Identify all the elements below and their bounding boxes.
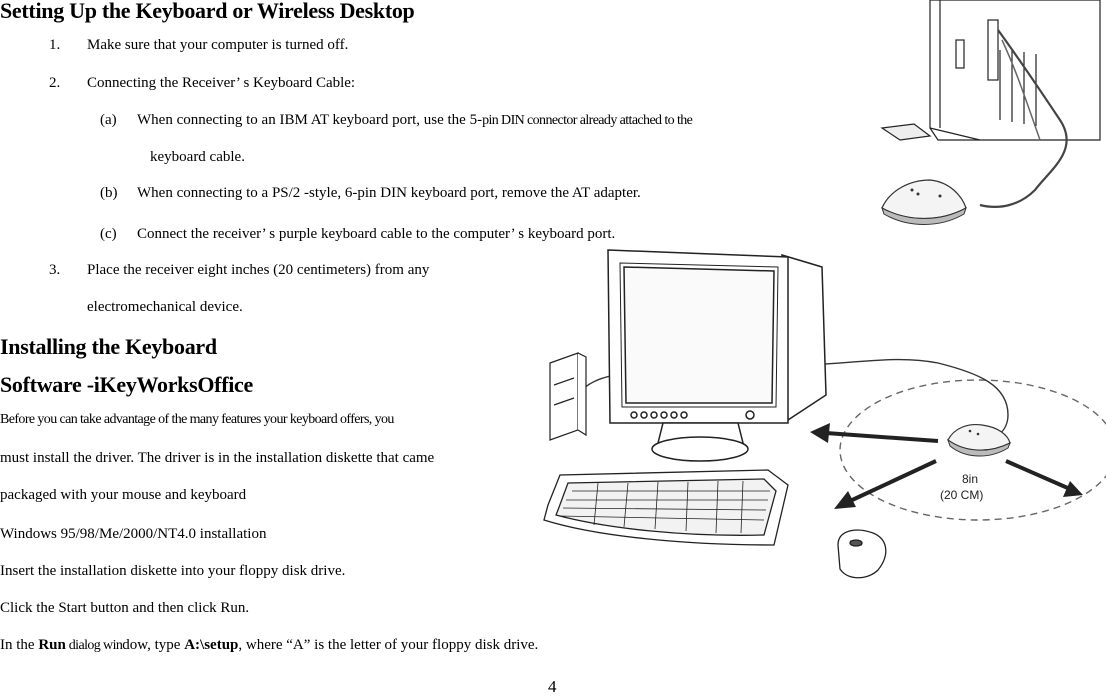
step-number: 1. bbox=[49, 37, 61, 53]
arrow-outward bbox=[1006, 461, 1070, 489]
section-title-install-line2: Software -iKeyWorksOffice bbox=[0, 372, 253, 397]
setup-command: A:\setup bbox=[184, 637, 239, 653]
click-start-line: Click the Start button and then click Run. bbox=[0, 600, 250, 616]
step-text: Connecting the Receiver’ s Keyboard Cable: bbox=[87, 75, 356, 91]
insert-diskette-line: Insert the installation diskette into your floppy disk drive. bbox=[0, 563, 346, 579]
section-title-setup: Setting Up the Keyboard or Wireless Desktop bbox=[0, 0, 415, 23]
keyboard bbox=[544, 470, 788, 545]
substep-label: (a) bbox=[100, 112, 117, 128]
run-line-part: , where “A” is the letter of your floppy disk drive. bbox=[238, 637, 539, 653]
paragraph-part: must install the driver. Th bbox=[0, 450, 155, 466]
step-text: Make sure that your computer is turned off. bbox=[87, 37, 349, 53]
substep-text bbox=[137, 112, 692, 129]
mouse bbox=[838, 530, 886, 578]
substep-continuation: keyboard cable. bbox=[150, 149, 245, 165]
distance-label-inches: 8in bbox=[962, 472, 979, 486]
substep-text-part: When connecting to an IBM AT keyboard port, use the 5- bbox=[137, 112, 483, 128]
tower-receiver-illustration bbox=[830, 0, 1106, 235]
step-number: 3. bbox=[49, 262, 61, 278]
substep-text: Connect the receiver’ s purple keyboard cable to the computer’ s keyboard port. bbox=[137, 226, 616, 242]
run-line-part: dow, type bbox=[122, 637, 185, 653]
tower-slot bbox=[956, 40, 964, 68]
desk-setup-illustration bbox=[538, 245, 1106, 585]
substep-label: (b) bbox=[100, 185, 118, 201]
distance-label-cm: (20 CM) bbox=[940, 488, 984, 502]
intro-paragraph-line bbox=[0, 450, 434, 467]
intro-paragraph-line: packaged with your mouse and keyboard bbox=[0, 487, 247, 503]
substep-text: When connecting to a PS/2 -style, 6-pin DIN keyboard port, remove the AT adapter. bbox=[137, 185, 641, 201]
paragraph-part: e driver is in the installation diskette that came bbox=[154, 450, 435, 466]
wireless-receiver bbox=[882, 180, 966, 225]
run-line-part: dialog win bbox=[65, 638, 123, 653]
monitor bbox=[608, 250, 826, 461]
run-dialog-name: Run bbox=[38, 637, 66, 653]
step-text-continuation: electromechanical device. bbox=[87, 299, 243, 315]
intro-paragraph-line: Before you can take advantage of the many features your keyboard offers, you bbox=[0, 412, 394, 427]
os-installation-line: Windows 95/98/Me/2000/NT4.0 installation bbox=[0, 526, 267, 542]
run-setup-line bbox=[0, 637, 538, 654]
step-number: 2. bbox=[49, 75, 61, 91]
run-line-part: In the bbox=[0, 637, 39, 653]
page-number: 4 bbox=[548, 677, 557, 696]
tower-foot bbox=[882, 124, 930, 140]
external-drive bbox=[550, 353, 586, 440]
step-text: Place the receiver eight inches (20 centimeters) from any bbox=[87, 262, 430, 278]
substep-text-part: pin DIN connector already attached to the bbox=[482, 113, 693, 128]
section-title-install-line1: Installing the Keyboard bbox=[0, 334, 217, 359]
wireless-receiver bbox=[948, 425, 1010, 456]
substep-label: (c) bbox=[100, 226, 117, 242]
arrow-to-keyboard bbox=[850, 461, 936, 501]
